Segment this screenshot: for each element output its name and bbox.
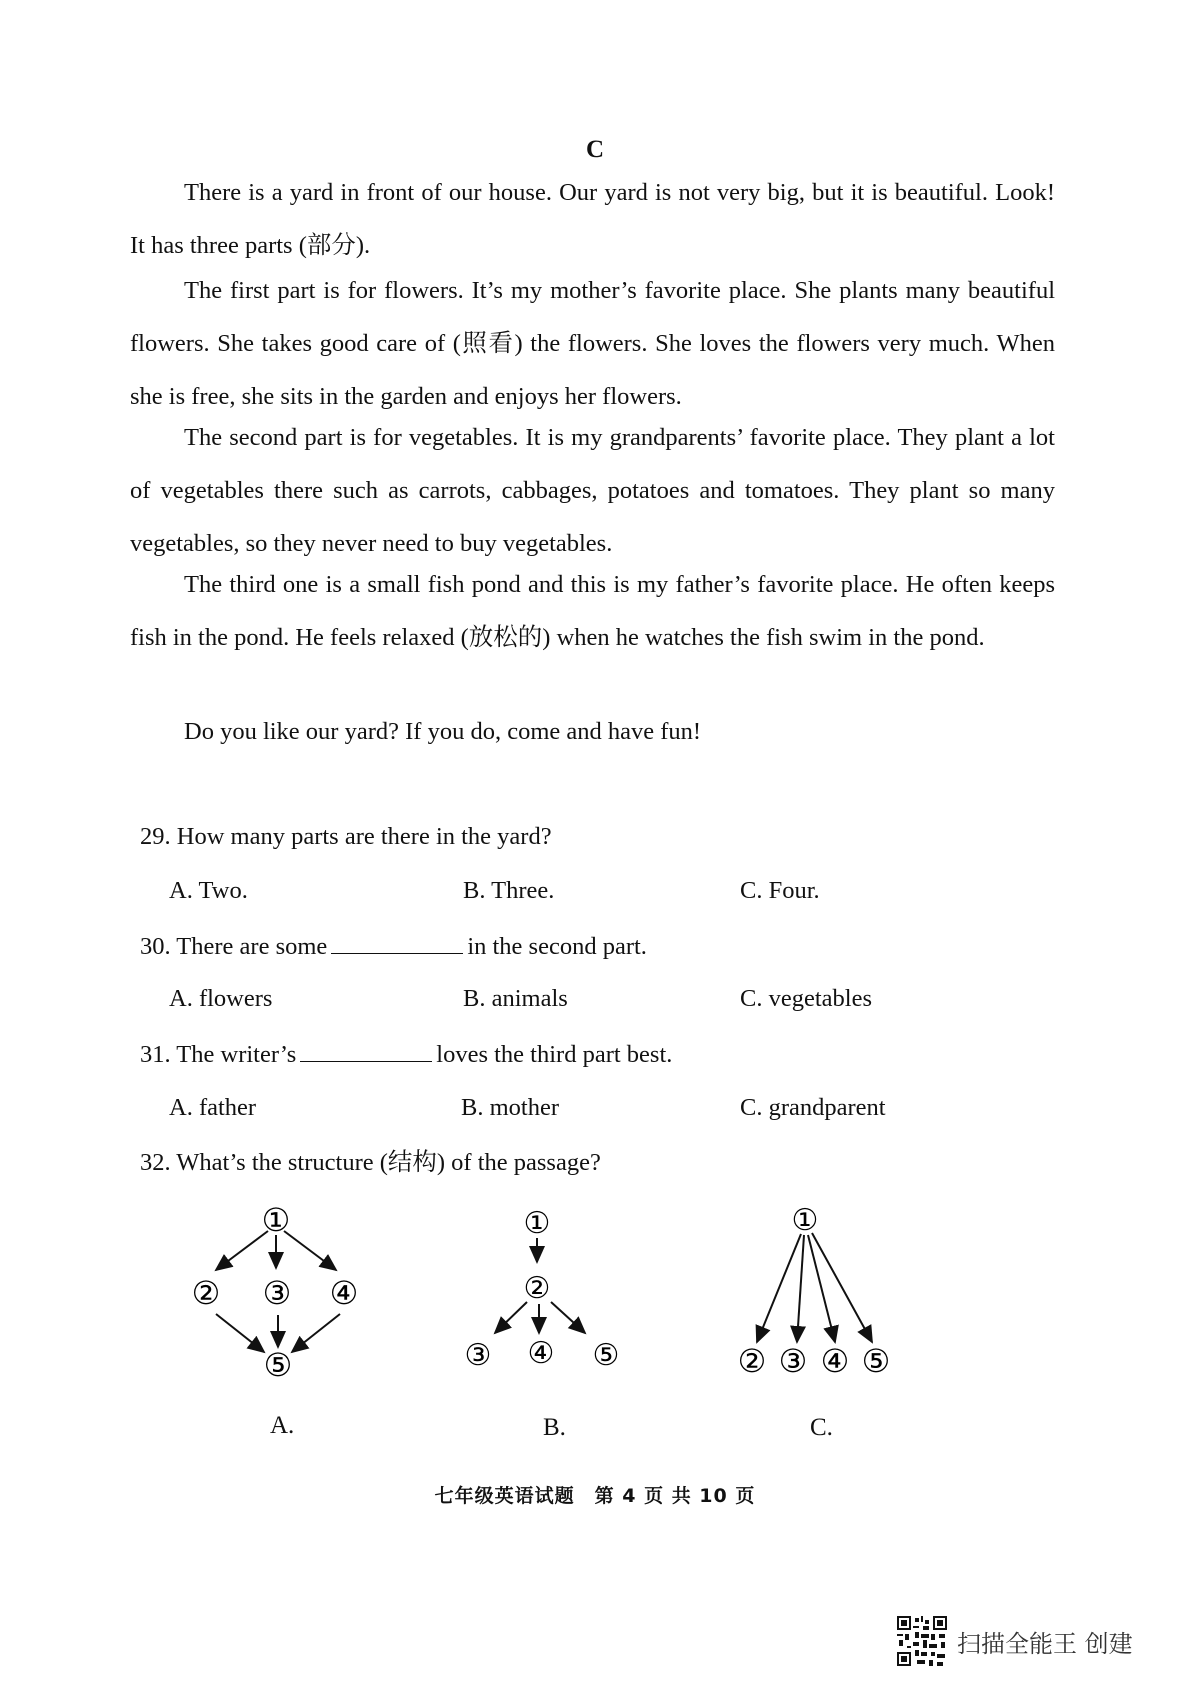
structure-diagram-b — [455, 1200, 645, 1370]
q31-blank — [300, 1039, 432, 1062]
q30-option-b: B. animals — [463, 985, 568, 1012]
q30-option-c: C. vegetables — [740, 985, 872, 1012]
diagram-b-node-3: ③ — [464, 1339, 492, 1370]
question-31 — [140, 1039, 672, 1070]
q30-blank — [331, 931, 463, 954]
q31-option-b: B. mother — [461, 1094, 559, 1121]
question-29: 29. How many parts are there in the yard? — [140, 823, 552, 850]
scanner-watermark — [897, 1616, 1167, 1666]
diagram-a-node-2: ② — [191, 1275, 221, 1311]
diagram-c-node-1: ① — [791, 1204, 819, 1237]
q31-text-after: loves the third part best. — [436, 1041, 673, 1068]
diagram-a-node-1: ① — [261, 1202, 291, 1238]
diagram-a-node-5: ⑤ — [263, 1347, 293, 1383]
diagram-c-label: C. — [810, 1414, 833, 1441]
diagram-c-node-5: ⑤ — [861, 1343, 891, 1379]
qr-code-icon — [897, 1616, 947, 1666]
scanner-watermark-text: 扫描全能王 创建 — [957, 1630, 1133, 1658]
passage-paragraph-4: The third one is a small fish pond and this is my father’s favorite place. He often keeps fish in the pond. He feels relaxed (放松的) when he watches the fish swim in the pond. — [130, 571, 1055, 651]
section-letter: C — [585, 136, 605, 163]
q29-option-c: C. Four. — [740, 877, 820, 904]
diagram-c-node-2: ② — [737, 1343, 767, 1379]
passage-paragraph-1: There is a yard in front of our house. Our yard is not very big, but it is beautiful. Look! It has three parts (部分). — [130, 179, 1055, 259]
diagram-a-node-3: ③ — [262, 1275, 292, 1311]
q31-option-c: C. grandparent — [740, 1094, 886, 1121]
q29-option-a: A. Two. — [169, 877, 248, 904]
diagram-a-label: A. — [270, 1412, 295, 1439]
structure-diagram-a — [180, 1200, 380, 1390]
diagram-c-node-3: ③ — [778, 1343, 808, 1379]
diagram-b-node-5: ⑤ — [592, 1339, 620, 1370]
diagram-b-node-2: ② — [523, 1272, 551, 1305]
page-footer: 七年级英语试题 第 4 页 共 10 页 — [434, 1485, 756, 1507]
q29-option-b: B. Three. — [463, 877, 555, 904]
passage-paragraph-3: The second part is for vegetables. It is my grandparents’ favorite place. They plant a lot of vegetables there such as carrots, cabbages, potatoes and tomatoes. They plant so many vegetables, so they never need to buy vegetables. — [130, 424, 1055, 557]
diagram-a-node-4: ④ — [329, 1275, 359, 1311]
passage-paragraph-2: The first part is for flowers. It’s my mother’s favorite place. She plants many beautiful flowers. She takes good care of (照看) the flowers. She loves the flowers very much. When she is free, she sits in the garden and enjoys her flowers. — [130, 277, 1055, 410]
question-32: 32. What’s the structure (结构) of the passage? — [140, 1149, 601, 1176]
q30-text-before: 30. There are some — [140, 933, 328, 960]
diagram-b-node-4: ④ — [527, 1337, 555, 1370]
q30-option-a: A. flowers — [169, 985, 273, 1012]
passage-paragraph-5: Do you like our yard? If you do, come and have fun! — [184, 718, 702, 745]
q31-option-a: A. father — [169, 1094, 257, 1121]
diagram-b-label: B. — [543, 1414, 566, 1441]
structure-diagram-c — [725, 1200, 915, 1380]
diagram-b-node-1: ① — [523, 1207, 551, 1240]
q30-text-after: in the second part. — [467, 933, 647, 960]
q31-text-before: 31. The writer’s — [140, 1041, 297, 1068]
diagram-c-node-4: ④ — [820, 1343, 850, 1379]
question-30 — [140, 931, 647, 962]
